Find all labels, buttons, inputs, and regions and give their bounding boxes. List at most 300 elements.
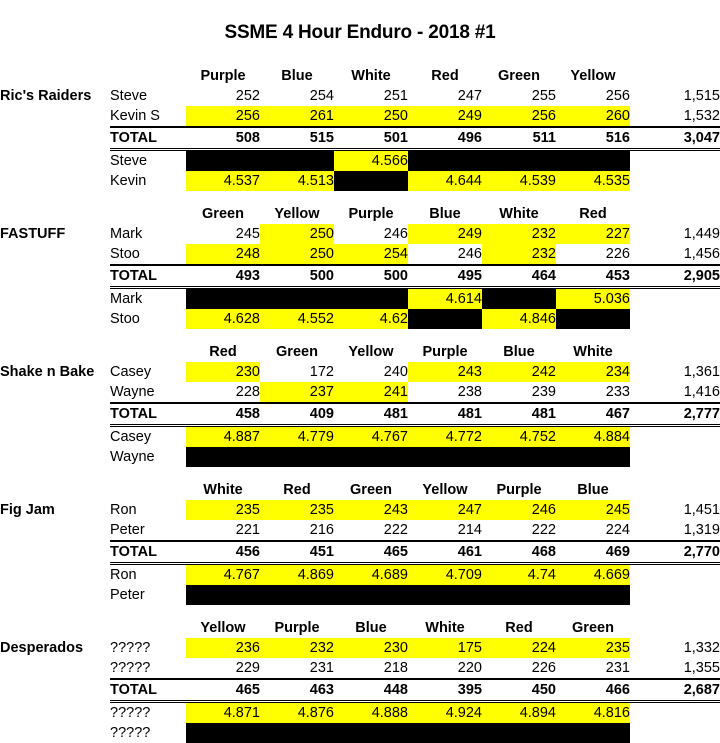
lap-count-cell: 242: [482, 362, 556, 382]
total-header-blank: [630, 618, 720, 638]
lap-time-cell: 4.566: [334, 150, 408, 172]
lap-time-cell: 4.871: [186, 702, 260, 724]
lap-time-cell: [186, 150, 260, 172]
total-label: TOTAL: [110, 541, 186, 564]
team-label: Fig Jam: [0, 502, 55, 518]
team-label: Ric's Raiders: [0, 88, 92, 104]
driver-name: ?????: [110, 640, 151, 656]
lap-count-cell: 243: [334, 500, 408, 520]
team-label-blank: [0, 702, 110, 724]
lap-count-cell: 221: [235, 522, 260, 538]
lap-total-blank: [630, 447, 720, 467]
column-header-blue: Blue: [355, 620, 387, 636]
column-total-cell: 456: [186, 541, 260, 564]
spacer-cell: [0, 191, 720, 204]
column-header-purple: Purple: [348, 206, 394, 222]
driver-total: 1,451: [683, 502, 720, 518]
lap-count-cell: 256: [605, 88, 630, 104]
lap-time-cell: 4.772: [408, 426, 482, 448]
lap-count-cell: 255: [531, 88, 556, 104]
lap-count-cell: 237: [260, 382, 334, 403]
column-total-cell: 496: [408, 127, 482, 150]
lap-time-cell: [408, 585, 482, 605]
lap-time-cell: [186, 585, 260, 605]
lap-total-blank: [630, 150, 720, 172]
lap-count-cell: 224: [482, 638, 556, 658]
lap-count-cell: 226: [531, 660, 556, 676]
total-label: TOTAL: [110, 679, 186, 702]
driver-name: ?????: [110, 725, 151, 741]
lap-total-blank: [630, 585, 720, 605]
lap-count-cell: 222: [531, 522, 556, 538]
lap-time-cell: [260, 447, 334, 467]
lap-time-cell: [556, 723, 630, 743]
lap-time-cell: [556, 309, 630, 329]
lap-count-cell: 232: [482, 244, 556, 265]
lap-time-cell: 4.513: [260, 171, 334, 191]
column-total-cell: 409: [260, 403, 334, 426]
lap-count-cell: 254: [309, 88, 334, 104]
colour-header-row: [0, 66, 720, 86]
lap-count-cell: 256: [186, 106, 260, 127]
driver-blank: [110, 342, 186, 362]
lap-time-row: [0, 288, 720, 310]
team-total-row: [0, 403, 720, 426]
team-label: [0, 658, 110, 679]
team-label-blank: [0, 288, 110, 310]
team-label-blank: [0, 723, 110, 743]
column-total-cell: 500: [260, 265, 334, 288]
team-label-blank: [0, 679, 110, 702]
lap-time-cell: [482, 723, 556, 743]
column-header-green: Green: [350, 482, 392, 498]
team-label-blank: [0, 585, 110, 605]
team-label: [0, 382, 110, 403]
lap-time-cell: 4.62: [334, 309, 408, 329]
team-total-row: [0, 679, 720, 702]
driver-total: 1,515: [683, 88, 720, 104]
team-label: Shake n Bake: [0, 364, 95, 380]
column-header-green: Green: [572, 620, 614, 636]
column-header-white: White: [351, 68, 391, 84]
column-total-cell: 450: [482, 679, 556, 702]
lap-time-cell: [408, 309, 482, 329]
column-total-cell: 461: [408, 541, 482, 564]
lap-time-cell: [482, 447, 556, 467]
total-label: TOTAL: [110, 127, 186, 150]
lap-total-blank: [630, 723, 720, 743]
lap-count-cell: 248: [186, 244, 260, 265]
team-label-blank: [0, 171, 110, 191]
lap-count-cell: 246: [383, 226, 408, 242]
driver-name: ?????: [110, 702, 186, 724]
driver-name: Wayne: [110, 449, 155, 465]
lap-count-cell: 245: [235, 226, 260, 242]
lap-time-cell: [482, 585, 556, 605]
column-header-purple: Purple: [200, 68, 246, 84]
column-total-cell: 464: [482, 265, 556, 288]
team-label-blank: [0, 309, 110, 329]
lap-time-cell: [260, 723, 334, 743]
lap-count-cell: 243: [408, 362, 482, 382]
total-header-blank: [630, 480, 720, 500]
driver-name: ?????: [110, 660, 151, 676]
lap-count-cell: 247: [457, 88, 482, 104]
lap-time-cell: 4.535: [556, 171, 630, 191]
grand-total: 3,047: [630, 127, 720, 150]
lap-count-cell: 216: [309, 522, 334, 538]
lap-time-cell: 4.644: [408, 171, 482, 191]
lap-time-cell: [482, 288, 556, 310]
lap-count-cell: 260: [556, 106, 630, 127]
lap-time-cell: [260, 150, 334, 172]
column-total-cell: 465: [334, 541, 408, 564]
driver-name: Peter: [110, 522, 145, 538]
lap-time-cell: 4.894: [482, 702, 556, 724]
lap-time-cell: [408, 723, 482, 743]
column-header-green: Green: [202, 206, 244, 222]
lap-time-cell: 4.887: [186, 426, 260, 448]
lap-count-cell: 229: [235, 660, 260, 676]
lap-time-cell: [260, 585, 334, 605]
column-header-green: Green: [498, 68, 540, 84]
driver-blank: [110, 66, 186, 86]
column-total-cell: 465: [186, 679, 260, 702]
driver-name: Ron: [110, 564, 186, 586]
lap-count-cell: 236: [186, 638, 260, 658]
lap-total-blank: [630, 288, 720, 310]
lap-count-cell: 235: [186, 500, 260, 520]
column-header-purple: Purple: [422, 344, 468, 360]
lap-time-row: [0, 564, 720, 586]
team-name-blank: [0, 342, 110, 362]
lap-count-cell: 246: [457, 246, 482, 262]
lap-count-cell: 250: [334, 106, 408, 127]
column-total-cell: 516: [556, 127, 630, 150]
lap-time-cell: 4.767: [334, 426, 408, 448]
column-header-yellow: Yellow: [274, 206, 320, 222]
driver-blank: [110, 618, 186, 638]
lap-count-cell: 251: [383, 88, 408, 104]
results-body: [0, 66, 720, 743]
lap-time-row: [0, 426, 720, 448]
column-header-white: White: [425, 620, 465, 636]
lap-time-row: [0, 585, 720, 605]
team-total-row: [0, 541, 720, 564]
column-header-blue: Blue: [281, 68, 313, 84]
lap-time-cell: 4.669: [556, 564, 630, 586]
column-header-white: White: [499, 206, 539, 222]
driver-name: Peter: [110, 587, 145, 603]
total-label: TOTAL: [110, 265, 186, 288]
lap-time-cell: [334, 585, 408, 605]
grand-total: 2,770: [630, 541, 720, 564]
lap-count-cell: 256: [482, 106, 556, 127]
driver-name: Kevin: [110, 173, 147, 189]
lap-total-blank: [630, 564, 720, 586]
lap-time-cell: 4.537: [186, 171, 260, 191]
driver-row: [0, 520, 720, 541]
group-spacer: [0, 605, 720, 618]
team-label-blank: [0, 541, 110, 564]
driver-row: [0, 224, 720, 244]
column-total-cell: 469: [556, 541, 630, 564]
column-total-cell: 508: [186, 127, 260, 150]
column-header-yellow: Yellow: [570, 68, 616, 84]
lap-time-cell: [556, 585, 630, 605]
group-spacer: [0, 191, 720, 204]
team-label-blank: [0, 127, 110, 150]
driver-row: [0, 500, 720, 520]
lap-time-cell: 4.924: [408, 702, 482, 724]
lap-count-cell: 241: [334, 382, 408, 403]
lap-count-cell: 214: [457, 522, 482, 538]
total-header-blank: [630, 204, 720, 224]
lap-time-cell: 4.689: [334, 564, 408, 586]
grand-total: 2,905: [630, 265, 720, 288]
driver-row: [0, 244, 720, 265]
column-total-cell: 468: [482, 541, 556, 564]
column-header-blue: Blue: [577, 482, 609, 498]
column-total-cell: 453: [556, 265, 630, 288]
lap-time-cell: [408, 150, 482, 172]
spacer-cell: [0, 329, 720, 342]
driver-total: 1,355: [683, 660, 720, 676]
lap-time-cell: [260, 288, 334, 310]
driver-total: 1,332: [683, 640, 720, 656]
results-table: [0, 66, 720, 743]
lap-count-cell: 222: [383, 522, 408, 538]
colour-header-row: [0, 618, 720, 638]
driver-total: 1,416: [683, 384, 720, 400]
lap-time-cell: 4.628: [186, 309, 260, 329]
lap-time-cell: [556, 150, 630, 172]
lap-count-cell: 246: [482, 500, 556, 520]
lap-count-cell: 245: [556, 500, 630, 520]
lap-count-cell: 247: [408, 500, 482, 520]
total-header-blank: [630, 342, 720, 362]
column-total-cell: 500: [334, 265, 408, 288]
grand-total: 2,777: [630, 403, 720, 426]
column-header-red: Red: [431, 68, 459, 84]
team-label: FASTUFF: [0, 226, 66, 242]
team-name-blank: [0, 66, 110, 86]
lap-time-cell: [334, 723, 408, 743]
driver-name: Casey: [110, 364, 152, 380]
column-header-green: Green: [276, 344, 318, 360]
total-label: TOTAL: [110, 403, 186, 426]
lap-count-cell: 230: [186, 362, 260, 382]
lap-time-cell: [186, 723, 260, 743]
column-header-red: Red: [283, 482, 311, 498]
lap-count-cell: 235: [556, 638, 630, 658]
driver-name: Kevin S: [110, 108, 160, 124]
driver-total: 1,361: [683, 364, 720, 380]
team-label: Desperados: [0, 640, 84, 656]
team-label-blank: [0, 447, 110, 467]
lap-time-row: [0, 447, 720, 467]
lap-time-cell: 4.552: [260, 309, 334, 329]
group-spacer: [0, 329, 720, 342]
lap-time-cell: 4.884: [556, 426, 630, 448]
driver-name: Stoo: [110, 246, 140, 262]
colour-header-row: [0, 480, 720, 500]
lap-total-blank: [630, 309, 720, 329]
lap-time-cell: 4.846: [482, 309, 556, 329]
driver-row: [0, 638, 720, 658]
column-total-cell: 493: [186, 265, 260, 288]
lap-time-cell: 4.614: [408, 288, 482, 310]
lap-count-cell: 249: [408, 106, 482, 127]
lap-count-cell: 234: [556, 362, 630, 382]
column-header-red: Red: [579, 206, 607, 222]
column-total-cell: 458: [186, 403, 260, 426]
lap-count-cell: 249: [408, 224, 482, 244]
lap-count-cell: 218: [383, 660, 408, 676]
column-total-cell: 448: [334, 679, 408, 702]
column-header-purple: Purple: [274, 620, 320, 636]
lap-count-cell: 238: [457, 384, 482, 400]
lap-time-cell: [334, 171, 408, 191]
lap-count-cell: 231: [309, 660, 334, 676]
column-header-red: Red: [505, 620, 533, 636]
column-header-yellow: Yellow: [348, 344, 394, 360]
column-header-yellow: Yellow: [200, 620, 246, 636]
column-header-blue: Blue: [503, 344, 535, 360]
lap-time-cell: 4.752: [482, 426, 556, 448]
lap-time-cell: [556, 447, 630, 467]
driver-total: 1,319: [683, 522, 720, 538]
driver-row: [0, 86, 720, 106]
colour-header-row: [0, 204, 720, 224]
lap-time-row: [0, 150, 720, 172]
lap-count-cell: 235: [260, 500, 334, 520]
column-header-red: Red: [209, 344, 237, 360]
lap-total-blank: [630, 171, 720, 191]
driver-name: Ron: [110, 502, 137, 518]
lap-count-cell: 224: [605, 522, 630, 538]
lap-time-cell: [482, 150, 556, 172]
lap-count-cell: 220: [457, 660, 482, 676]
column-header-white: White: [203, 482, 243, 498]
column-header-white: White: [573, 344, 613, 360]
driver-name: Casey: [110, 426, 186, 448]
lap-count-cell: 230: [334, 638, 408, 658]
team-label-blank: [0, 426, 110, 448]
driver-total: 1,456: [683, 246, 720, 262]
lap-total-blank: [630, 426, 720, 448]
column-total-cell: 511: [482, 127, 556, 150]
team-name-blank: [0, 480, 110, 500]
lap-count-cell: 228: [235, 384, 260, 400]
lap-time-cell: [334, 447, 408, 467]
lap-count-cell: 232: [260, 638, 334, 658]
lap-time-cell: 4.539: [482, 171, 556, 191]
driver-name: Stoo: [110, 311, 140, 327]
column-header-purple: Purple: [496, 482, 542, 498]
lap-count-cell: 227: [556, 224, 630, 244]
lap-time-cell: 4.888: [334, 702, 408, 724]
lap-time-cell: 4.767: [186, 564, 260, 586]
lap-time-row: [0, 309, 720, 329]
lap-count-cell: 254: [334, 244, 408, 265]
driver-name: Wayne: [110, 384, 155, 400]
colour-header-row: [0, 342, 720, 362]
lap-count-cell: 239: [531, 384, 556, 400]
column-total-cell: 495: [408, 265, 482, 288]
driver-name: Steve: [110, 150, 186, 172]
team-total-row: [0, 127, 720, 150]
driver-total: 1,449: [683, 226, 720, 242]
lap-time-cell: 4.74: [482, 564, 556, 586]
column-total-cell: 395: [408, 679, 482, 702]
lap-count-cell: 226: [605, 246, 630, 262]
spacer-cell: [0, 467, 720, 480]
column-total-cell: 501: [334, 127, 408, 150]
spacer-cell: [0, 605, 720, 618]
page-title: SSME 4 Hour Enduro - 2018 #1: [224, 22, 496, 43]
column-total-cell: 481: [334, 403, 408, 426]
lap-time-cell: 4.779: [260, 426, 334, 448]
driver-row: [0, 658, 720, 679]
lap-count-cell: 250: [260, 224, 334, 244]
lap-count-cell: 252: [235, 88, 260, 104]
team-label-blank: [0, 564, 110, 586]
lap-time-row: [0, 702, 720, 724]
team-label: [0, 106, 110, 127]
team-label: [0, 520, 110, 541]
lap-time-cell: 4.869: [260, 564, 334, 586]
team-name-blank: [0, 618, 110, 638]
column-total-cell: 481: [408, 403, 482, 426]
group-spacer: [0, 467, 720, 480]
lap-time-cell: [334, 288, 408, 310]
lap-count-cell: 250: [260, 244, 334, 265]
column-total-cell: 467: [556, 403, 630, 426]
driver-name: Mark: [110, 226, 143, 242]
total-header-blank: [630, 66, 720, 86]
column-total-cell: 463: [260, 679, 334, 702]
lap-time-row: [0, 171, 720, 191]
grand-total: 2,687: [630, 679, 720, 702]
team-label-blank: [0, 265, 110, 288]
driver-total: 1,532: [683, 108, 720, 124]
column-total-cell: 515: [260, 127, 334, 150]
lap-count-cell: 231: [605, 660, 630, 676]
lap-time-cell: 4.709: [408, 564, 482, 586]
column-total-cell: 451: [260, 541, 334, 564]
column-total-cell: 481: [482, 403, 556, 426]
team-label-blank: [0, 403, 110, 426]
column-header-yellow: Yellow: [422, 482, 468, 498]
lap-time-row: [0, 723, 720, 743]
lap-time-cell: 4.876: [260, 702, 334, 724]
driver-blank: [110, 204, 186, 224]
column-header-blue: Blue: [429, 206, 461, 222]
team-label-blank: [0, 150, 110, 172]
lap-time-cell: [186, 288, 260, 310]
team-total-row: [0, 265, 720, 288]
driver-row: [0, 362, 720, 382]
lap-time-cell: [408, 447, 482, 467]
driver-row: [0, 382, 720, 403]
lap-count-cell: 172: [309, 364, 334, 380]
driver-name: Mark: [110, 288, 186, 310]
driver-row: [0, 106, 720, 127]
team-name-blank: [0, 204, 110, 224]
lap-count-cell: 175: [408, 638, 482, 658]
lap-count-cell: 232: [482, 224, 556, 244]
